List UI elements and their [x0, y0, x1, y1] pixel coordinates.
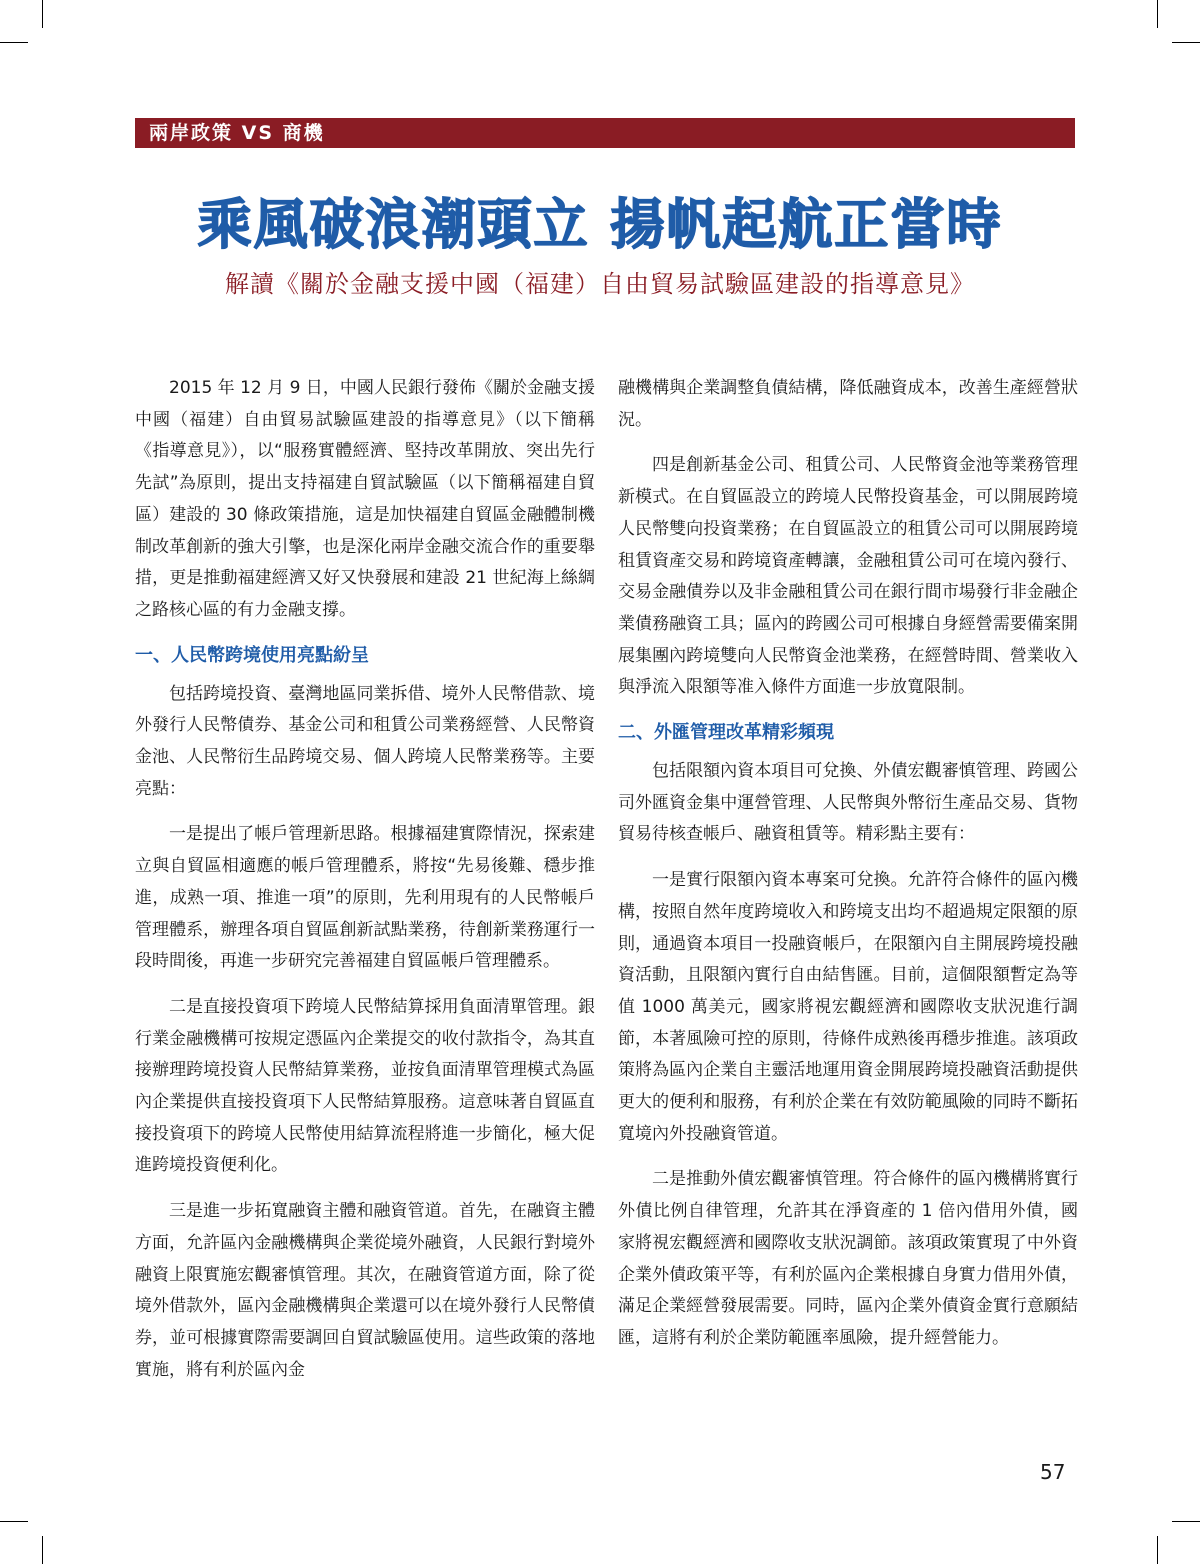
crop-mark-bottom-left-h — [0, 1521, 28, 1522]
paragraph: 2015 年 12 月 9 日，中國人民銀行發佈《關於金融支援中國（福建）自由貿易試驗區建設的指導意見》（以下簡稱《指導意見》），以“服務實體經濟、堅持改革開放、突出先行先試”為原則，提出支持福建自貿試驗區（以下簡稱福建自貿區）建設的 30 條政策措施，這是加快福建自貿區金融體制機制改革創新的強大引擎，也是深化兩岸金融交流合作的重要舉措，更是推動福建經濟又好又快發展和建設 21 世紀海上絲綢之路核心區的有力金融支撐。 — [135, 378, 595, 620]
crop-mark-top-left-h — [0, 42, 28, 43]
paragraph: 二是推動外債宏觀審慎管理。符合條件的區內機構將實行外債比例自律管理，允許其在淨資產的 1 倍內借用外債，國家將視宏觀經濟和國際收支狀況調節。該項政策實現了中外資企業外債政策平等，有利於區內企業根據自身實力借用外債，滿足企業經營發展需要。同時，區內企業外債資金實行意願結匯，這將有利於企業防範匯率風險，提升經營能力。 — [618, 1169, 1078, 1348]
crop-mark-bottom-right-v — [1157, 1536, 1158, 1564]
paragraph: 三是進一步拓寬融資主體和融資管道。首先，在融資主體方面，允許區內金融機構與企業從境外融資，人民銀行對境外融資上限實施宏觀審慎管理。其次，在融資管道方面，除了從境外借款外，區內金融機構與企業還可以在境外發行人民幣債券，並可根據實際需要調回自貿試驗區使用。這些政策的落地實施，將有利於區內金 — [135, 1201, 595, 1380]
paragraph-continued: 融機構與企業調整負債結構，降低融資成本，改善生產經營狀況。 — [618, 378, 1078, 430]
paragraph: 四是創新基金公司、租賃公司、人民幣資金池等業務管理新模式。在自貿區設立的跨境人民幣投資基金，可以開展跨境人民幣雙向投資業務；在自貿區設立的租賃公司可以開展跨境租賃資產交易和跨境資產轉讓，金融租賃公司可在境內發行、交易金融債券以及非金融租賃公司在銀行間市場發行非金融企業債務融資工具；區內的跨國公司可根據自身經營需要備案開展集團內跨境雙向人民幣資金池業務，在經營時間、營業收入與淨流入限額等准入條件方面進一步放寬限制。 — [618, 455, 1078, 698]
section-heading-1: 一、人民幣跨境使用亮點紛呈 — [135, 644, 369, 666]
article-title: 乘風破浪潮頭立 揚帆起航正當時 — [197, 193, 1003, 256]
crop-mark-bottom-right-h — [1172, 1521, 1200, 1522]
section-heading-2: 二、外匯管理改革精彩頻現 — [618, 722, 834, 744]
crop-mark-top-right-v — [1157, 0, 1158, 28]
paragraph: 包括跨境投資、臺灣地區同業拆借、境外人民幣借款、境外發行人民幣債券、基金公司和租賃公司業務經營、人民幣資金池、人民幣衍生品跨境交易、個人跨境人民幣業務等。主要亮點： — [135, 683, 595, 799]
article-subtitle: 解讀《關於金融支援中國（福建）自由貿易試驗區建設的指導意見》 — [225, 270, 975, 298]
paragraph: 一是實行限額內資本專案可兌換。允許符合條件的區內機構，按照自然年度跨境收入和跨境支出均不超過規定限額的原則，通過資本項目一投融資帳戶，在限額內自主開展跨境投融資活動，且限額內實行自由結售匯。目前，這個限額暫定為等值 1000 萬美元，國家將視宏觀經濟和國際收支狀況進行調節，本著風險可控的原則，待條件成熟後再穩步推進。該項政策將為區內企業自主靈活地運用資金開展跨境投融資活動提供更大的便利和服務，有利於企業在有效防範風險的同時不斷拓寬境內外投融資管道。 — [618, 870, 1078, 1144]
paragraph: 一是提出了帳戶管理新思路。根據福建實際情況，探索建立與自貿區相適應的帳戶管理體系，將按“先易後難、穩步推進，成熟一項、推進一項”的原則，先利用現有的人民幣帳戶管理體系，辦理各項自貿區創新試點業務，待創新業務運行一段時間後，再進一步研究完善福建自貿區帳戶管理體系。 — [135, 824, 595, 972]
section-header-bar: 兩岸政策 VS 商機 — [135, 118, 1075, 148]
right-column — [618, 373, 1078, 1369]
crop-mark-top-right-h — [1172, 42, 1200, 43]
left-column — [135, 373, 595, 1400]
paragraph: 包括限額內資本項目可兌換、外債宏觀審慎管理、跨國公司外匯資金集中運營管理、人民幣與外幣衍生產品交易、貨物貿易待核查帳戶、融資租賃等。精彩點主要有： — [618, 761, 1078, 845]
paragraph: 二是直接投資項下跨境人民幣結算採用負面清單管理。銀行業金融機構可按規定憑區內企業提交的收付款指令，為其直接辦理跨境投資人民幣結算業務，並按負面清單管理模式為區內企業提供直接投資項下人民幣結算服務。這意味著自貿區直接投資項下的跨境人民幣使用結算流程將進一步簡化，極大促進跨境投資便利化。 — [135, 996, 595, 1176]
crop-mark-top-left-v — [42, 0, 43, 28]
crop-mark-bottom-left-v — [42, 1536, 43, 1564]
page-number: 57 — [1040, 1460, 1066, 1484]
